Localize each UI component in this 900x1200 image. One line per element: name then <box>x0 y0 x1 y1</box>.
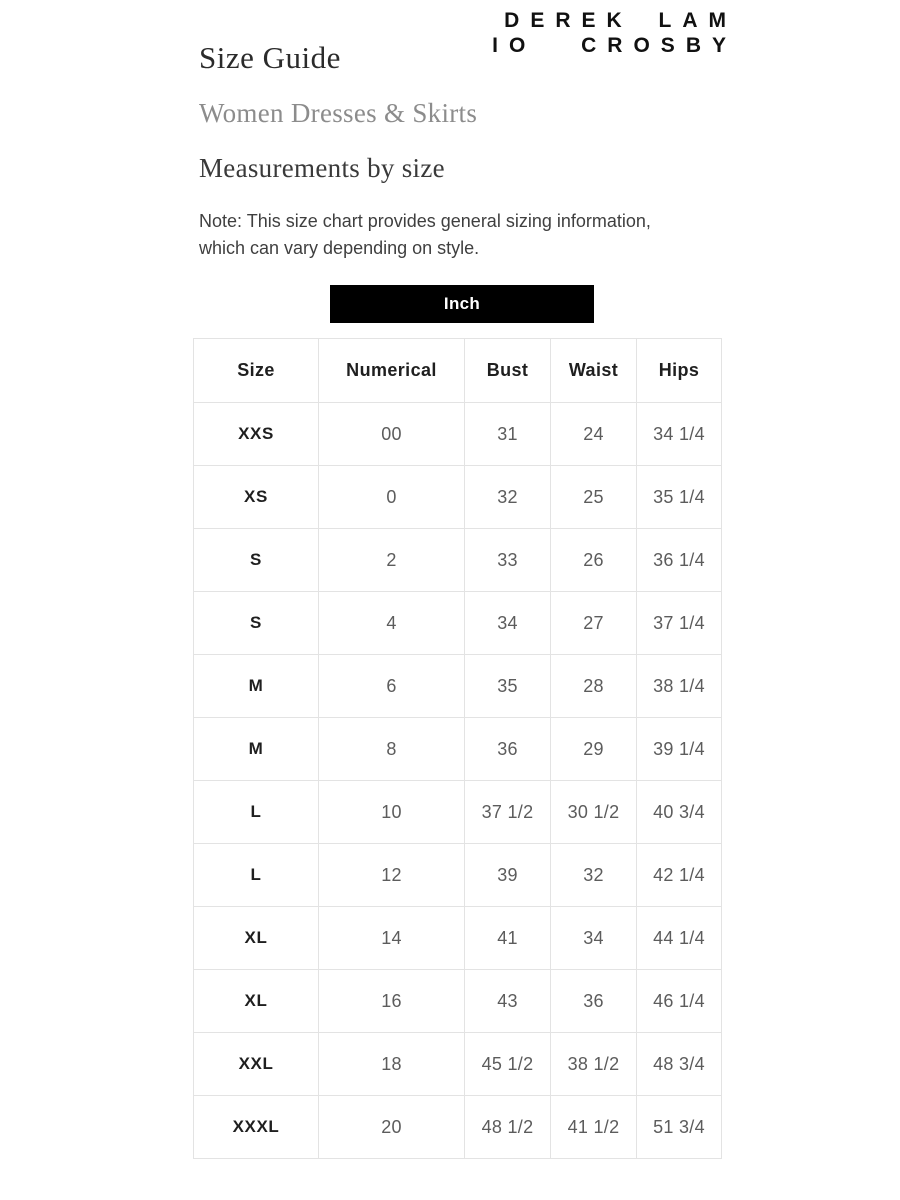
table-cell: 36 <box>465 718 551 781</box>
table-cell: 14 <box>319 907 465 970</box>
table-cell: 48 3/4 <box>637 1033 722 1096</box>
table-cell: 34 <box>465 592 551 655</box>
size-cell: XS <box>194 466 319 529</box>
table-cell: 32 <box>465 466 551 529</box>
table-cell: 8 <box>319 718 465 781</box>
column-header-waist: Waist <box>551 339 637 403</box>
table-cell: 2 <box>319 529 465 592</box>
table-row <box>194 403 722 466</box>
table-cell: 39 <box>465 844 551 907</box>
column-header-bust: Bust <box>465 339 551 403</box>
size-cell: XL <box>194 970 319 1033</box>
table-cell: 44 1/4 <box>637 907 722 970</box>
table-cell: 41 <box>465 907 551 970</box>
table-cell: 41 1/2 <box>551 1096 637 1159</box>
page-subtitle: Women Dresses & Skirts <box>199 98 478 128</box>
table-cell: 00 <box>319 403 465 466</box>
table-cell: 48 1/2 <box>465 1096 551 1159</box>
size-cell: XXXL <box>194 1096 319 1159</box>
table-cell: 51 3/4 <box>637 1096 722 1159</box>
table-cell: 0 <box>319 466 465 529</box>
size-cell: XXL <box>194 1033 319 1096</box>
table-cell: 25 <box>551 466 637 529</box>
column-header-numerical: Numerical <box>319 339 465 403</box>
size-cell: XXS <box>194 403 319 466</box>
table-cell: 38 1/2 <box>551 1033 637 1096</box>
table-cell: 30 1/2 <box>551 781 637 844</box>
table-cell: 31 <box>465 403 551 466</box>
unit-toggle-inch-button[interactable]: Inch <box>330 285 594 323</box>
table-cell: 35 1/4 <box>637 466 722 529</box>
size-chart-table <box>193 338 722 1159</box>
column-header-size: Size <box>194 339 319 403</box>
sizing-note <box>199 208 651 262</box>
table-cell: 37 1/4 <box>637 592 722 655</box>
table-cell: 20 <box>319 1096 465 1159</box>
table-cell: 18 <box>319 1033 465 1096</box>
table-cell: 37 1/2 <box>465 781 551 844</box>
size-chart-body <box>194 403 722 1159</box>
size-cell: S <box>194 529 319 592</box>
table-cell: 28 <box>551 655 637 718</box>
table-cell: 38 1/4 <box>637 655 722 718</box>
section-heading: Measurements by size <box>199 153 445 183</box>
column-header-hips: Hips <box>637 339 722 403</box>
table-row <box>194 781 722 844</box>
table-row <box>194 907 722 970</box>
table-cell: 26 <box>551 529 637 592</box>
sizing-note-line2: which can vary depending on style. <box>199 238 480 258</box>
size-chart <box>193 338 722 1159</box>
table-cell: 12 <box>319 844 465 907</box>
table-cell: 27 <box>551 592 637 655</box>
table-cell: 33 <box>465 529 551 592</box>
table-row <box>194 529 722 592</box>
table-cell: 40 3/4 <box>637 781 722 844</box>
table-row <box>194 655 722 718</box>
table-cell: 42 1/4 <box>637 844 722 907</box>
brand-logo-line1: DEREK LAM <box>504 9 737 32</box>
table-cell: 29 <box>551 718 637 781</box>
table-cell: 34 1/4 <box>637 403 722 466</box>
table-cell: 36 <box>551 970 637 1033</box>
size-cell: M <box>194 718 319 781</box>
table-cell: 36 1/4 <box>637 529 722 592</box>
table-cell: 39 1/4 <box>637 718 722 781</box>
table-cell: 16 <box>319 970 465 1033</box>
table-cell: 46 1/4 <box>637 970 722 1033</box>
table-cell: 34 <box>551 907 637 970</box>
table-row <box>194 466 722 529</box>
table-cell: 6 <box>319 655 465 718</box>
table-cell: 24 <box>551 403 637 466</box>
sizing-note-line1: Note: This size chart provides general sizing information, <box>199 211 651 231</box>
table-row <box>194 592 722 655</box>
table-cell: 35 <box>465 655 551 718</box>
size-cell: M <box>194 655 319 718</box>
page-title: Size Guide <box>199 40 341 75</box>
table-cell: 45 1/2 <box>465 1033 551 1096</box>
brand-logo <box>492 8 737 58</box>
table-row <box>194 970 722 1033</box>
size-cell: L <box>194 781 319 844</box>
size-cell: L <box>194 844 319 907</box>
table-row <box>194 844 722 907</box>
table-cell: 10 <box>319 781 465 844</box>
header-row <box>194 339 722 403</box>
size-cell: S <box>194 592 319 655</box>
table-cell: 4 <box>319 592 465 655</box>
size-cell: XL <box>194 907 319 970</box>
table-cell: 43 <box>465 970 551 1033</box>
table-row <box>194 1033 722 1096</box>
brand-logo-line2: IO CROSBY <box>492 34 737 57</box>
table-cell: 32 <box>551 844 637 907</box>
table-row <box>194 1096 722 1159</box>
table-row <box>194 718 722 781</box>
